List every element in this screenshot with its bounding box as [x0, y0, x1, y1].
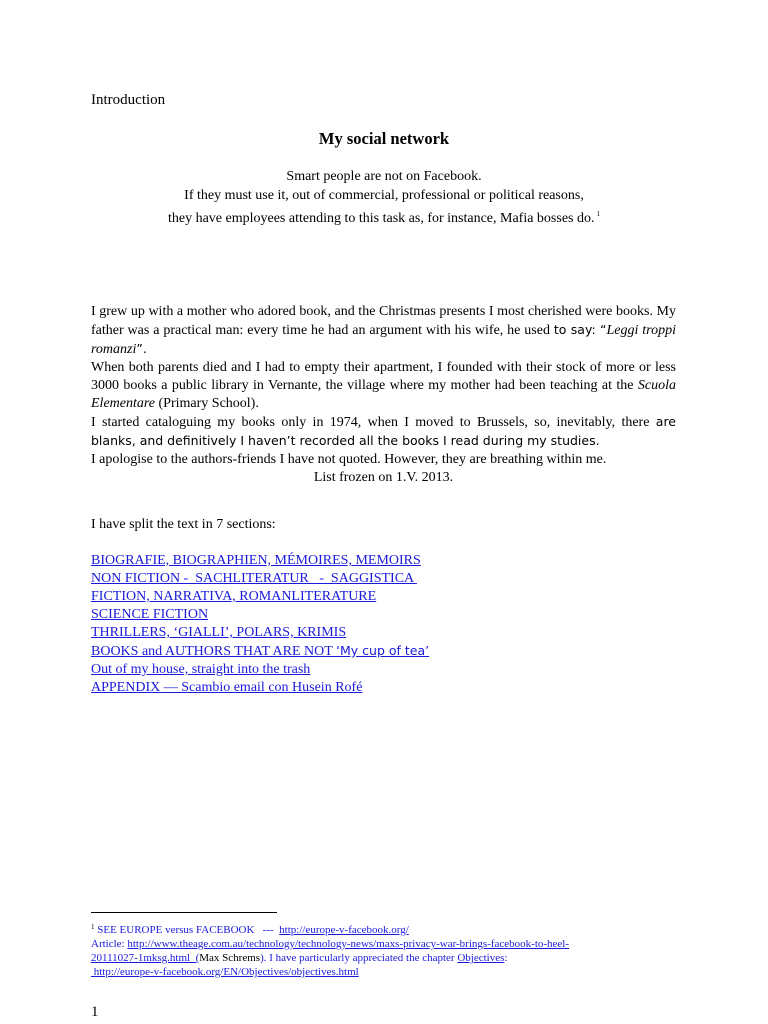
link-not-my-cup-of-tea[interactable] [91, 642, 429, 661]
epigraph-line-3 [0, 205, 768, 229]
footnote-line-3 [91, 951, 691, 965]
footnote-text: SEE EUROPE versus FACEBOOK --- [94, 924, 280, 936]
footnote-line-1 [91, 920, 691, 937]
paragraph-text-sans: are blanks, and definitively I haven’t recorded all the books I read during my studies. [91, 414, 676, 448]
link-science-fiction[interactable]: SCIENCE FICTION [91, 607, 209, 622]
link-trash[interactable]: Out of my house, straight into the trash [91, 662, 311, 677]
link-text-sans: ‘My cup of tea’ [336, 643, 430, 658]
footnote-number: 1 [91, 923, 95, 931]
footnote-divider [91, 912, 277, 913]
epigraph-line-3-text: they have employees attending to this task as, for instance, Mafia bosses do. [167, 211, 595, 226]
body-text [91, 303, 676, 487]
link-fiction[interactable]: FICTION, NARRATIVA, ROMANLITERATURE [91, 589, 377, 604]
page-number: 1 [91, 1004, 99, 1020]
paragraph-text-sans: ”. [136, 341, 147, 356]
section-links [91, 552, 429, 697]
paragraph-text: I started cataloguing my books only in 1974, when I moved to Brussels, so, inevitably, there [91, 415, 656, 430]
paragraph-text: When both parents died and I had to empty their apartment, I founded with their stock of more or less 3000 books a public library in Vernante, the village where my mother had been teaching at the [91, 360, 676, 393]
link-article[interactable]: http://www.theage.com.au/technology/technology-news/maxs-privacy-war-brings-facebook-to-heel- [127, 938, 570, 950]
link-objectives[interactable]: Objectives [457, 952, 505, 964]
link-text: BOOKS and AUTHORS THAT ARE NOT [91, 644, 337, 659]
paragraph-library [91, 359, 676, 413]
section-heading: Introduction [91, 92, 166, 108]
footnote-label: Article: [91, 938, 128, 950]
link-article-continued[interactable]: 20111027-1mksg.html ( [91, 952, 200, 964]
link-thrillers[interactable]: THRILLERS, ‘GIALLI’, POLARS, KRIMIS [91, 625, 347, 640]
paragraph-text: (Primary School). [155, 396, 259, 411]
footnote-reference[interactable]: 1 [596, 210, 600, 218]
epigraph-line-1: Smart people are not on Facebook. [286, 169, 482, 184]
link-biographies[interactable]: BIOGRAFIE, BIOGRAPHIEN, MÉMOIRES, MEMOIRS [91, 553, 421, 568]
footnote-line-4 [91, 965, 691, 979]
page-title: My social network [318, 129, 450, 148]
epigraph-line-2: If they must use it, out of commercial, professional or political reasons, [184, 187, 584, 203]
sections-intro: I have split the text in 7 sections: [91, 517, 276, 532]
link-non-fiction[interactable]: NON FICTION - SACHLITERATUR - SAGGISTICA [91, 571, 417, 586]
footnote-author: Max Schrems [199, 952, 261, 964]
footnote-line-2 [91, 937, 691, 951]
italic-school-name: Scuola Elementare [91, 378, 676, 411]
link-appendix[interactable]: APPENDIX — Scambio email con Husein Rofé [91, 680, 363, 695]
footnote-text: ). I have particularly appreciated the chapter [260, 952, 458, 964]
italic-quote: Leggi troppi romanzi [91, 323, 676, 357]
paragraph-text: I grew up with a mother who adored book, and the Christmas presents I most cherished were books. My father was a practical man: every time he had an argument with his wife, he used [91, 304, 676, 338]
paragraph-childhood [91, 303, 676, 359]
epigraph [0, 168, 768, 229]
paragraph-text-sans: to say: “ [553, 322, 607, 337]
list-frozen-date: List frozen on 1.V. 2013. [313, 470, 454, 485]
paragraph-cataloguing [91, 413, 676, 451]
link-europe-v-facebook[interactable]: http://europe-v-facebook.org/ [279, 924, 409, 936]
paragraph-apology: I apologise to the authors-friends I have not quoted. However, they are breathing within me. [91, 452, 607, 467]
footnote [91, 920, 691, 979]
footnote-punctuation: : [504, 952, 508, 964]
link-objectives-page[interactable]: http://europe-v-facebook.org/EN/Objectives/objectives.html [91, 966, 359, 978]
